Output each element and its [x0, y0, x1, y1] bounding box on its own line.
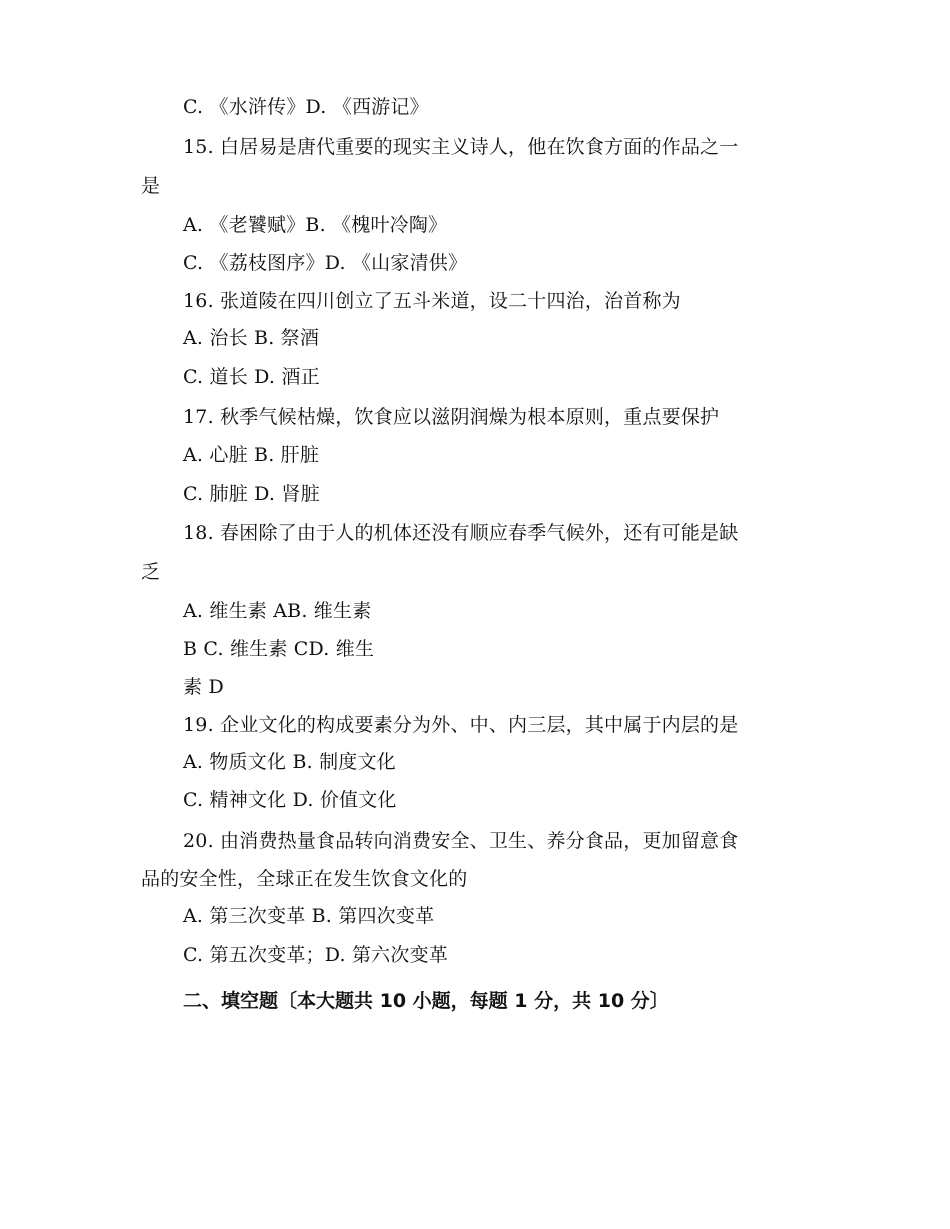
q18-options-line-1: A. 维生素 AB. 维生素	[183, 600, 372, 622]
q16-stem: 16. 张道陵在四川创立了五斗米道，设二十四治，治首称为	[183, 290, 681, 312]
q19-options-cd: C. 精神文化 D. 价值文化	[183, 789, 397, 811]
q18-options-line-3: 素 D	[183, 676, 224, 698]
q18-stem-continuation: 乏	[141, 561, 161, 583]
q18-stem: 18. 春困除了由于人的机体还没有顺应春季气候外，还有可能是缺	[183, 522, 739, 544]
q18-options-line-2: B C. 维生素 CD. 维生	[183, 638, 375, 660]
q15-options-ab: A. 《老饕赋》B. 《槐叶冷陶》	[183, 214, 448, 236]
q16-options-cd: C. 道长 D. 酒正	[183, 366, 320, 388]
q15-stem: 15. 白居易是唐代重要的现实主义诗人，他在饮食方面的作品之一	[183, 136, 739, 158]
section-heading-fill-in: 二、填空题〔本大题共 10 小题，每题 1 分，共 10 分〕	[183, 990, 669, 1012]
q15-options-cd: C. 《荔枝图序》D. 《山家清供》	[183, 252, 468, 274]
q16-options-ab: A. 治长 B. 祭酒	[183, 327, 320, 349]
q17-stem: 17. 秋季气候枯燥，饮食应以滋阴润燥为根本原则，重点要保护	[183, 406, 720, 428]
q17-options-ab: A. 心脏 B. 肝脏	[183, 444, 320, 466]
q17-options-cd: C. 肺脏 D. 肾脏	[183, 483, 320, 505]
q20-options-cd: C. 第五次变革；D. 第六次变革	[183, 944, 448, 966]
q20-options-ab: A. 第三次变革 B. 第四次变革	[183, 905, 435, 927]
q15-stem-continuation: 是	[141, 175, 161, 197]
q20-stem: 20. 由消费热量食品转向消费安全、卫生、养分食品，更加留意食	[183, 830, 739, 852]
q20-stem-continuation: 品的安全性，全球正在发生饮食文化的	[141, 868, 468, 890]
q19-stem: 19. 企业文化的构成要素分为外、中、内三层，其中属于内层的是	[183, 714, 739, 736]
q19-options-ab: A. 物质文化 B. 制度文化	[183, 751, 396, 773]
q14-options-cd: C. 《水浒传》D. 《西游记》	[183, 96, 429, 118]
